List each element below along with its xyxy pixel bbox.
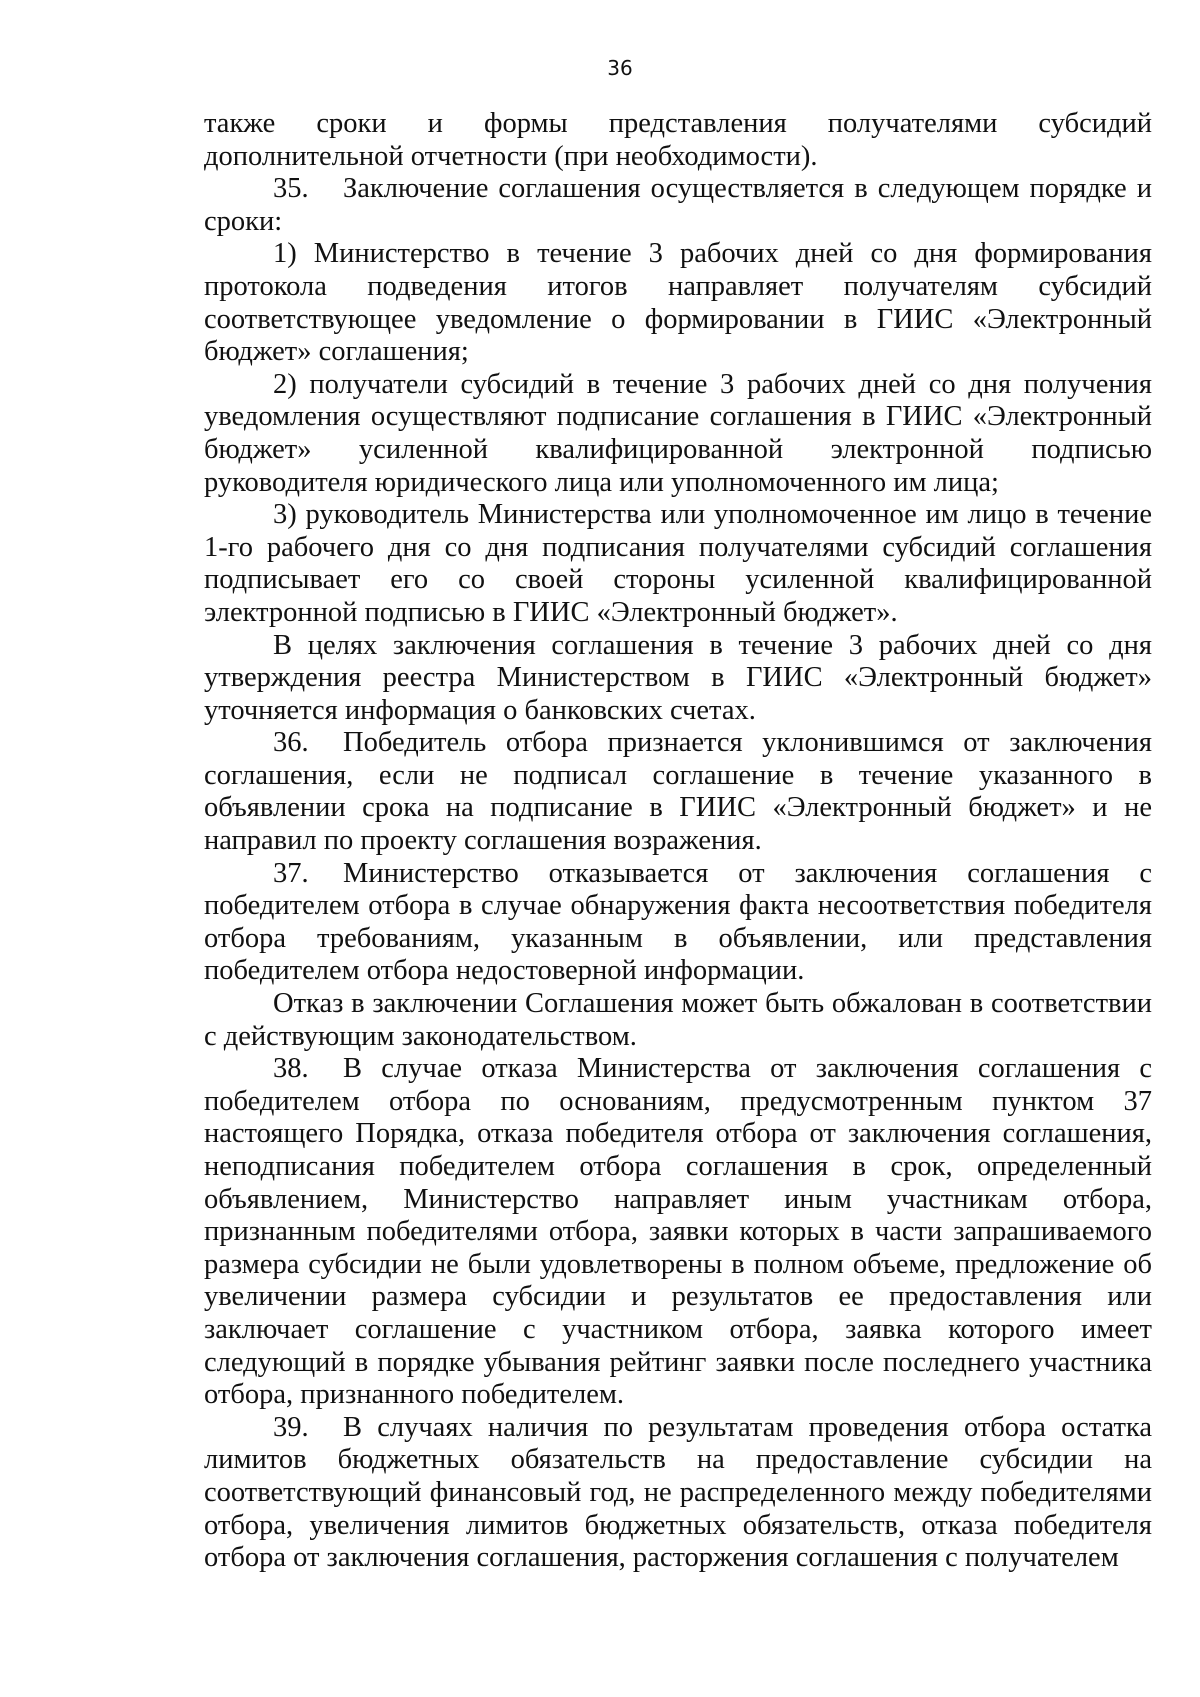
document-body [204,108,1152,1575]
paragraph-35-item-1: 1) Министерство в течение 3 рабочих дней со дня формирования протокола подведения итогов направляет получателям субсидий соответствующее уведомление о формировании в ГИИС «Электронный бюджет» соглашения; [204,238,1152,368]
paragraph-text: В случаях наличия по результатам проведения отбора остатка лимитов бюджетных обязательств на предоставление субсидии на соответствующий финансовый год, не распределенного между победителями отбора, увеличения лимитов бюджетных обязательств, отказа победителя отбора от заключения соглашения, расторжения соглашения с получателем [204,1411,1152,1574]
paragraph-35-bank-accounts: В целях заключения соглашения в течение 3 рабочих дней со дня утверждения реестра Министерством в ГИИС «Электронный бюджет» уточняется информация о банковских счетах. [204,629,1152,726]
paragraph-text: Заключение соглашения осуществляется в следующем порядке и сроки: [204,173,1152,237]
clause-number: 36. [273,727,309,759]
paragraph-35 [204,173,1152,238]
paragraph-36 [204,727,1152,857]
paragraph-continuation: также сроки и формы представления получателями субсидий дополнительной отчетности (при необходимости). [204,108,1152,172]
paragraph-text: В случае отказа Министерства от заключения соглашения с победителем отбора по основаниям, предусмотренным пунктом 37 настоящего Порядка, отказа победителя отбора от заключения соглашения, неподписания победителем отбора соглашения в срок, определенный объявлением, Министерство направляет иным участникам отбора, признанным победителями отбора, заявки которых в части запрашиваемого размера субсидии не были удовлетворены в полном объеме, предложение об увеличении размера субсидии и результатов ее предоставления или заключает соглашение с участником отбора, заявка которого имеет следующий в порядке убывания рейтинг заявки после последнего участника отбора, признанного победителем. [204,1053,1152,1411]
paragraph-35-item-2: 2) получатели субсидий в течение 3 рабочих дней со дня получения уведомления осуществляют подписание соглашения в ГИИС «Электронный бюджет» усиленной квалифицированной электронной подписью руководителя юридического лица или уполномоченного им лица; [204,368,1152,498]
paragraph-38 [204,1053,1152,1412]
paragraph-35-item-3: 3) руководитель Министерства или уполномоченное им лицо в течение 1-го рабочего дня со дня подписания получателями субсидий соглашения подписывает его со своей стороны усиленной квалифицированной электронной подписью в ГИИС «Электронный бюджет». [204,499,1152,628]
page-number: 36 [607,56,633,80]
paragraph-37 [204,858,1152,988]
clause-number: 39. [273,1411,309,1443]
clause-number: 38. [273,1053,309,1085]
paragraph-37-appeal: Отказ в заключении Соглашения может быть обжалован в соответствии с действующим законодательством. [204,988,1152,1052]
clause-number: 37. [273,857,309,889]
paragraph-39 [204,1412,1152,1575]
paragraph-text: Победитель отбора признается уклонившимся от заключения соглашения, если не подписал соглашение в течение указанного в объявлении срока на подписание в ГИИС «Электронный бюджет» и не направил по проекту соглашения возражения. [204,727,1152,857]
paragraph-text: Министерство отказывается от заключения соглашения с победителем отбора в случае обнаружения факта несоответствия победителя отбора требованиям, указанным в объявлении, или представления победителем отбора недостоверной информации. [204,857,1152,987]
clause-number: 35. [273,173,309,205]
